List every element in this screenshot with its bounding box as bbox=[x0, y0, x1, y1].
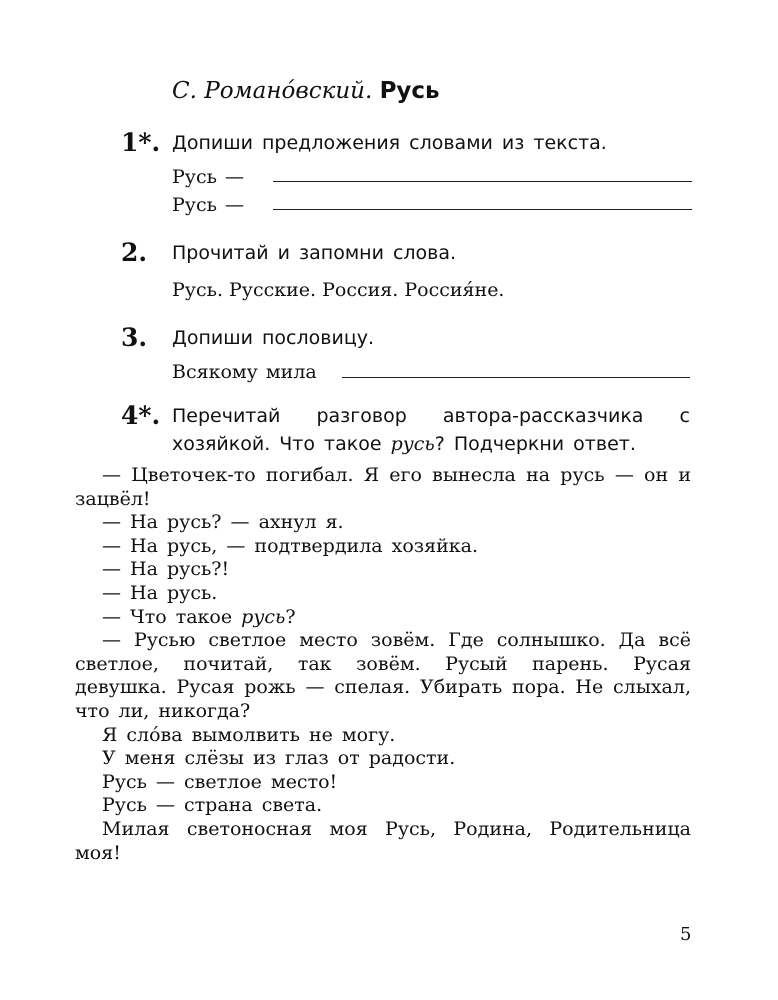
fill-in-row bbox=[172, 163, 692, 191]
dialog-line[interactable]: Я сло́ва вымолвить не могу. bbox=[102, 723, 396, 746]
instruction-text: Перечитай разговор автора-рассказчика с хозяйкой. Что такое bbox=[172, 405, 690, 455]
answer-line[interactable] bbox=[273, 181, 692, 182]
task-instruction: Допиши предложения словами из текста. bbox=[172, 132, 607, 154]
work-title: Русь bbox=[379, 78, 440, 104]
dialog-keyword: русь bbox=[241, 605, 286, 628]
task-instruction: Прочитай и запомни слова. bbox=[172, 242, 457, 264]
task-instruction bbox=[172, 402, 690, 458]
dialog-line[interactable]: — На русь. bbox=[102, 581, 218, 604]
fill-in-label: Русь — bbox=[172, 194, 244, 216]
task-number: 2. bbox=[121, 238, 148, 267]
story-text bbox=[75, 464, 691, 865]
task-number: 1*. bbox=[121, 128, 161, 157]
dialog-line[interactable]: У меня слёзы из глаз от радости. bbox=[102, 747, 456, 770]
fill-in-label: Всякому мила bbox=[172, 361, 317, 383]
dialog-line[interactable]: — На русь? — ахнул я. bbox=[102, 511, 344, 534]
dialog-line[interactable]: Русь — светлое место! bbox=[102, 770, 338, 793]
vocabulary-words: Русь. Русские. Россия. Россия́не. bbox=[172, 279, 505, 301]
author-name: С. Романо́вский. bbox=[172, 78, 373, 104]
instruction-keyword: русь bbox=[390, 433, 435, 455]
dialog-text: — Что такое bbox=[102, 605, 242, 628]
dialog-line[interactable]: — Русью светлое место зовём. Где солнышко. Да всё светлое, почитай, так зовём. Русый парень. Русая девушка. Русая рожь — спелая. Убирать пора. Не слыхал, что ли, никогда? bbox=[75, 629, 691, 722]
task-number: 4*. bbox=[121, 401, 161, 430]
answer-line[interactable] bbox=[342, 377, 690, 378]
dialog-line[interactable]: — На русь, — подтвердила хозяйка. bbox=[102, 534, 479, 557]
dialog-line[interactable]: — Цветочек-то погибал. Я его вынесла на русь — он и зацвёл! bbox=[75, 464, 691, 510]
answer-line[interactable] bbox=[273, 209, 692, 210]
page-title bbox=[172, 78, 440, 104]
dialog-line[interactable]: Милая светоносная моя Русь, Родина, Родительница моя! bbox=[75, 817, 691, 864]
dialog-line[interactable]: — На русь?! bbox=[102, 558, 230, 581]
page-number: 5 bbox=[680, 924, 692, 945]
task-instruction: Допиши пословицу. bbox=[172, 327, 375, 349]
task-number: 3. bbox=[121, 323, 148, 352]
dialog-line[interactable]: Русь — страна света. bbox=[102, 794, 323, 817]
fill-in-row bbox=[172, 191, 692, 219]
dialog-line[interactable] bbox=[75, 606, 691, 630]
fill-in-label: Русь — bbox=[172, 166, 244, 188]
fill-in-row bbox=[172, 358, 692, 386]
dialog-text: ? bbox=[285, 605, 296, 628]
instruction-text: ? Подчеркни ответ. bbox=[434, 433, 636, 455]
